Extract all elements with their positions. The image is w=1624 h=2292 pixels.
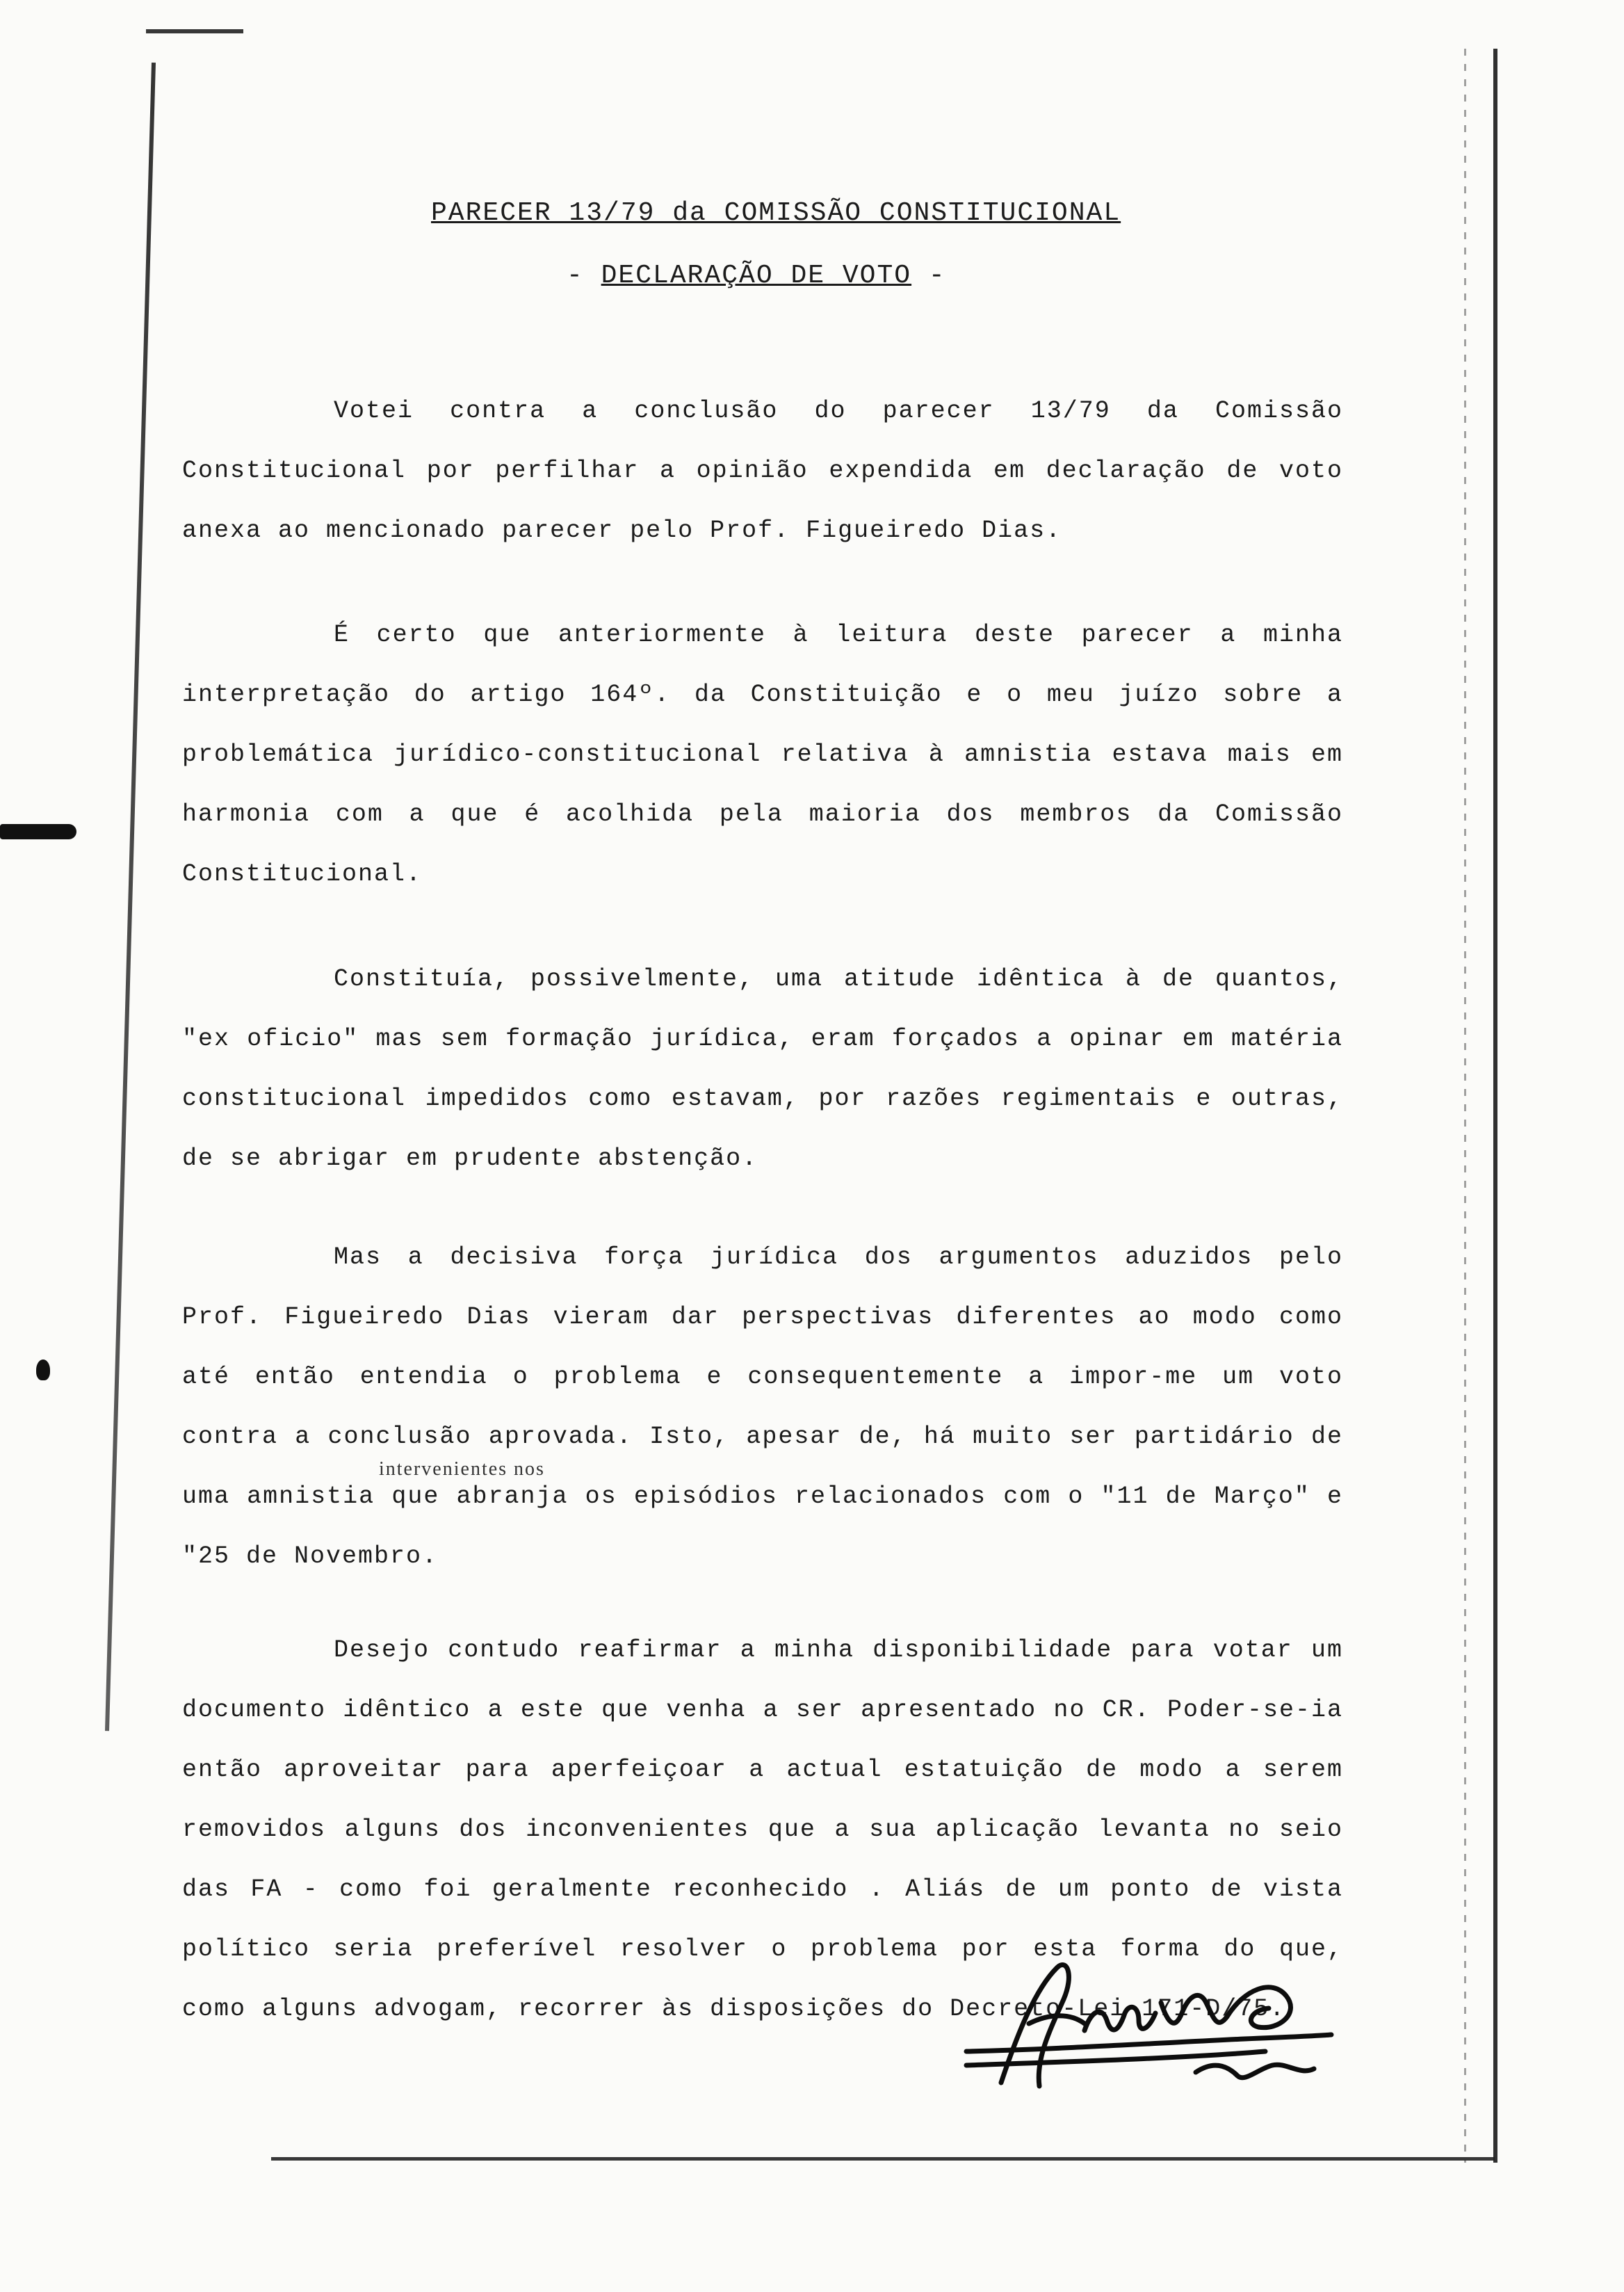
page-edge-right-dashes [1464,49,1466,2163]
binder-clip-mark [0,824,76,839]
paragraph-4: Mas a decisiva força jurídica dos argumentos aduzidos pelo Prof. Figueiredo Dias vieram dar perspectivas diferentes ao modo como até então entendia o problema e consequentemente a impor-me um voto contra a conclusão aprovada. Isto, apesar de, há muito ser partidário de uma amnistia que abranja os episódios relacionados com o "11 de Março" e "25 de Novembro. [182,1243,1343,1570]
interlinear-insertion: intervenientes nos [379,1458,545,1480]
subtitle-prefix: - [567,261,601,291]
page-edge-left [105,63,156,1731]
document-subtitle [567,261,946,291]
paragraph-2: É certo que anteriormente à leitura deste parecer a minha interpretação do artigo 164º. da Constituição e o meu juízo sobre a problemática jurídico-constitucional relativa à amnistia estava mais em harmonia com a que é acolhida pela maioria dos membros da Comissão Constitucional. [182,621,1343,888]
paragraph-5: Desejo contudo reafirmar a minha disponibilidade para votar um documento idêntico a este que venha a ser apresentado no CR. Poder-se-ia então aproveitar para aperfeiçoar a actual estatuição de modo a serem removidos alguns dos inconvenientes que a sua aplicação levanta no seio das FA - como foi geralmente reconhecido . Aliás de um ponto de vista político seria preferível resolver o problema por esta forma do que, como alguns advogam, recorrer às disposições do Decreto-Lei 171-D/75. [182,1636,1343,2023]
page-edge-right [1493,49,1497,2163]
ink-mark [36,1359,50,1380]
handwritten-signature [952,1947,1342,2107]
page-edge-bottom [271,2157,1495,2161]
document-title: PARECER 13/79 da COMISSÃO CONSTITUCIONAL [431,198,1121,228]
paragraph-3: Constituía, possivelmente, uma atitude idêntica à de quantos, "ex oficio" mas sem formação jurídica, eram forçados a opinar em matéria constitucional impedidos como estavam, por razões regimentais e outras, de se abrigar em prudente abstenção. [182,965,1343,1172]
subtitle-suffix: - [911,261,946,291]
paragraph-1: Votei contra a conclusão do parecer 13/79 da Comissão Constitucional por perfilhar a opinião expendida em declaração de voto anexa ao mencionado parecer pelo Prof. Figueiredo Dias. [182,397,1343,544]
subtitle-text: DECLARAÇÃO DE VOTO [601,261,912,291]
page-edge-top [146,29,243,33]
